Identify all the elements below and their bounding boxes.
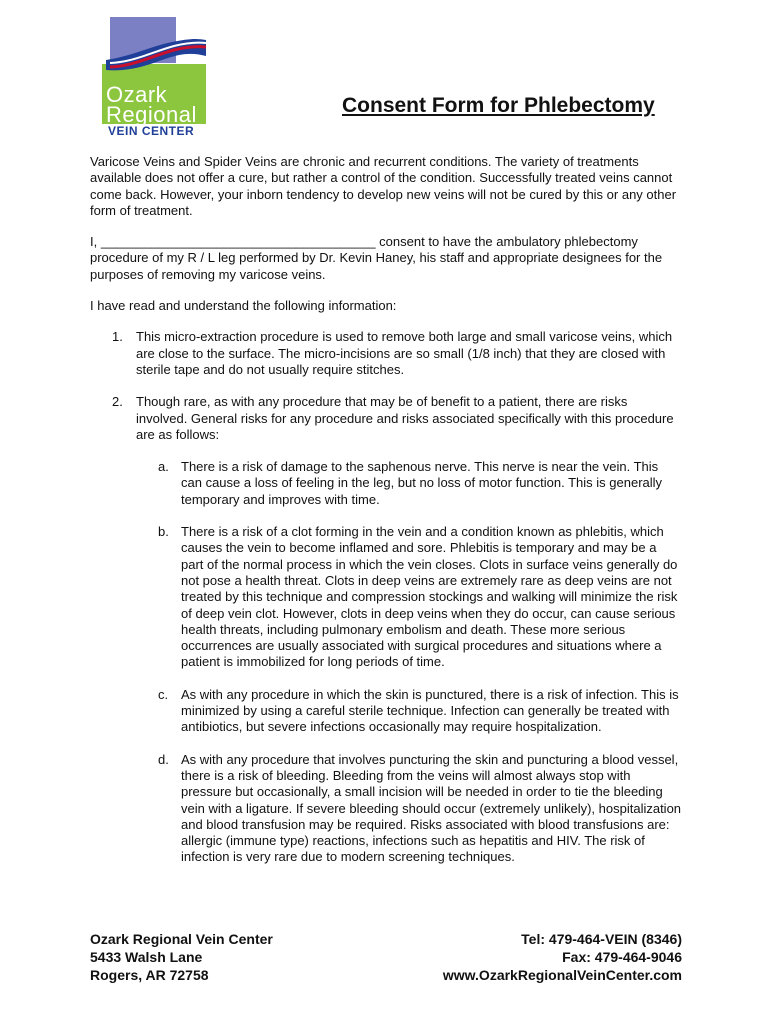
intro-paragraph: Varicose Veins and Spider Veins are chronic and recurrent conditions. The variety of treatments available does not offer a cure, but rather a control of the condition. Successfully treated veins cannot come back. However, your inborn tendency to develop new veins will not be cured by this or any other form of treatment. [90, 154, 677, 218]
footer-contact [443, 930, 682, 984]
logo-text-ozark: Ozark [106, 82, 168, 107]
list-item-text: Though rare, as with any procedure that may be of benefit to a patient, there are risks involved. General risks for any procedure and risks associated specifically with this procedure are as follows: [136, 394, 674, 442]
footer-center-name: Ozark Regional Vein Center [90, 931, 273, 947]
footer-phone: Tel: 479-464-VEIN (8346) [521, 931, 682, 947]
footer-city: Rogers, AR 72758 [90, 967, 209, 983]
information-list [90, 329, 682, 865]
footer-website-link[interactable]: www.OzarkRegionalVeinCenter.com [442, 967, 682, 983]
risk-letter: c. [158, 686, 169, 702]
footer-address [90, 930, 273, 984]
footer-fax: Fax: 479-464-9046 [562, 949, 682, 965]
list-item [90, 394, 682, 865]
list-item-text: This micro-extraction procedure is used to remove both large and small varicose veins, which are close to the surface. The micro-incisions are so small (1/8 inch) that they are closed with sterile tape and do not usually require stitches. [136, 329, 673, 377]
risk-text: There is a risk of damage to the saphenous nerve. This nerve is near the vein. This can cause a loss of feeling in the leg, but no loss of motor function. This is generally temporary and improves with time. [181, 459, 663, 507]
list-item-number: 2. [112, 394, 123, 410]
risks-list [136, 459, 682, 866]
logo-text-regional: Regional [106, 102, 197, 127]
form-body [90, 154, 682, 882]
logo-text-vein-center: VEIN CENTER [108, 124, 195, 138]
risk-letter: a. [158, 459, 169, 475]
risk-item [136, 459, 682, 508]
risk-text: As with any procedure that involves puncturing the skin and puncturing a blood vessel, there is a risk of bleeding. Bleeding from the veins will almost always stop with pressure but occasionally, a small incision will be needed in order to tie the bleeding vein with a ligature. If severe bleeding should occur (extremely unlikely), hospitalization and blood transfusion may be required. Risks associated with blood transfusions are: allergic (immune type) reactions, infections such as hepatitis and HIV. The risk of infection is very rare due to modern screening techniques. [181, 751, 682, 865]
ozark-regional-vein-center-logo [92, 12, 212, 140]
risk-item [136, 687, 682, 736]
risk-item [136, 752, 682, 866]
risk-text: There is a risk of a clot forming in the vein and a condition known as phlebitis, which causes the vein to become inflamed and sore. Phlebitis is temporary and may be a part of the normal process in which the vein closes. Clots in surface veins generally do not pose a health threat. Clots in deep veins are extremely rare as deep veins are not treated by this technique and compression stockings and walking will minimize the risk of deep vein clot. However, clots in deep veins when they do occur, can cause serious health threats, including pulmonary embolism and death. These more serious occurrences are usually associated with surgical procedures and situations where a patient is immobilized for long periods of time. [181, 524, 678, 670]
risk-letter: d. [158, 751, 169, 767]
risk-letter: b. [158, 524, 169, 540]
list-item [90, 329, 682, 378]
list-item-number: 1. [112, 329, 123, 345]
risk-text: As with any procedure in which the skin is punctured, there is a risk of infection. This is minimized by using a careful sterile technique. Infection can generally be treated with antibiotics, but severe infections occasionally may require hospitalization. [181, 686, 679, 735]
consent-statement: I, ______________________________________ consent to have the ambulatory phlebectomy procedure of my R / L leg performed by Dr. Kevin Haney, his staff and appropriate designees for the purposes of removing my varicose veins. [90, 234, 663, 282]
read-statement: I have read and understand the following information: [90, 298, 397, 314]
footer-street: 5433 Walsh Lane [90, 949, 203, 965]
document-title: Consent Form for Phlebectomy [342, 94, 655, 117]
risk-item [136, 524, 682, 671]
